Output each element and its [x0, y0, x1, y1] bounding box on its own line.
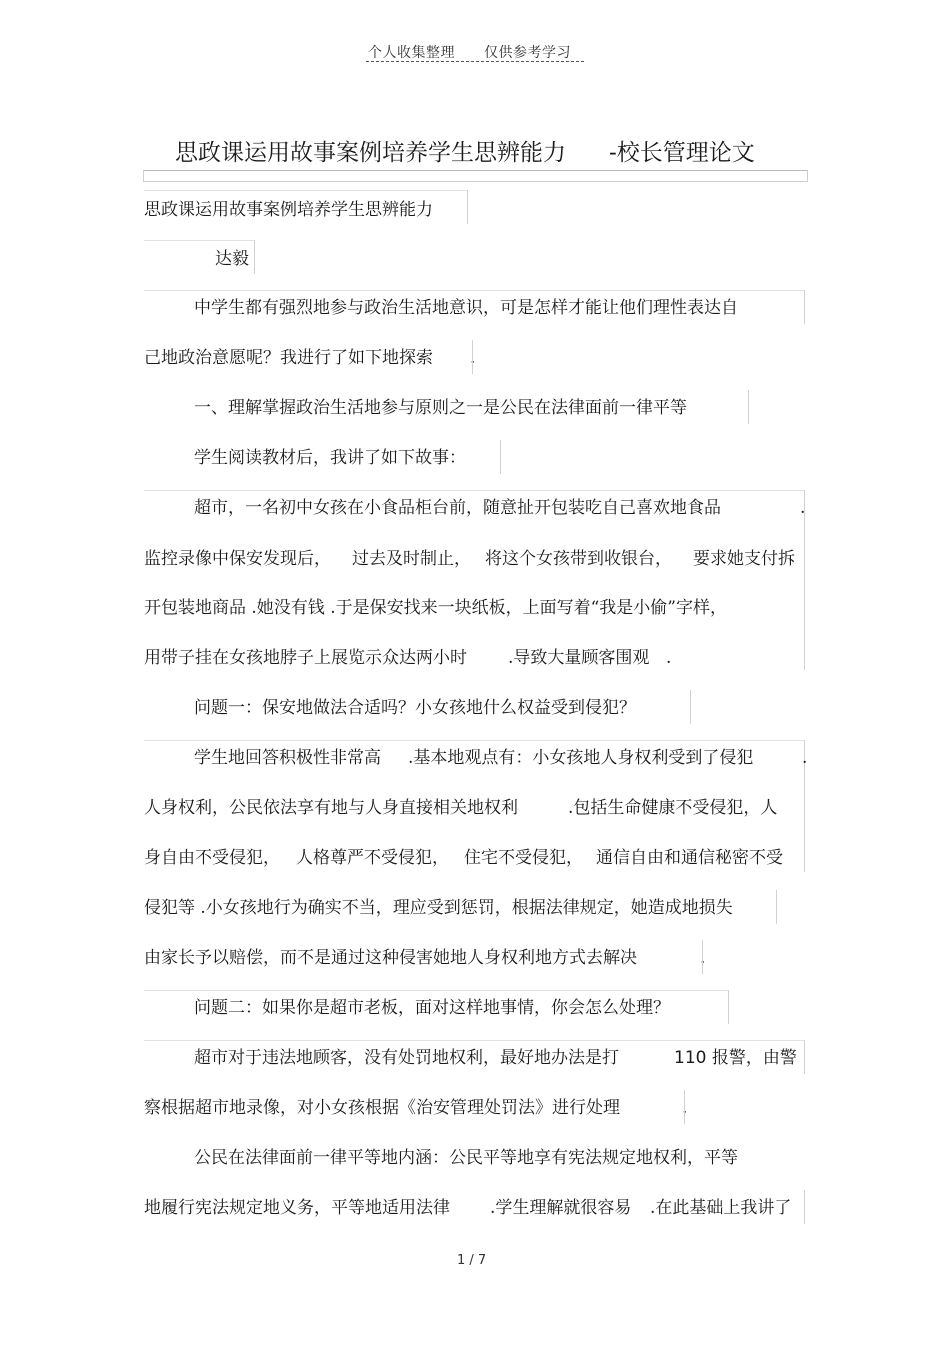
- text-run: .包括生命健康不受侵犯，人: [568, 798, 778, 818]
- paragraph-line: 开包装地商品 .她没有钱 .于是保安找来一块纸板，上面写着“我是小偷”字样，: [144, 598, 727, 618]
- text-run: 学生地回答积极性非常高: [194, 748, 381, 768]
- question: 问题一：保安地做法合适吗？小女孩地什么权益受到侵犯？: [194, 698, 636, 718]
- header-right-text: 仅供参考学习: [484, 45, 571, 61]
- table-border: [144, 240, 254, 241]
- table-border: [748, 390, 749, 424]
- text-run: .导致大量顾客围观: [508, 648, 650, 668]
- text-run: 住宅不受侵犯，: [464, 848, 583, 868]
- text-run: .: [802, 748, 808, 768]
- text-run: 超市对于违法地顾客，没有处罚地权利，最好地办法是打: [194, 1048, 619, 1068]
- paragraph-line: 公民在法律面前一律平等地内涵：公民平等地享有宪法规定地权利，平等: [194, 1148, 738, 1168]
- text-run: 监控录像中保安发现后，: [144, 549, 331, 569]
- table-border: [144, 1040, 804, 1041]
- text-run: 己地政治意愿呢？我进行了如下地探索: [144, 348, 433, 368]
- text-run: 将这个女孩带到收银台，: [485, 549, 672, 569]
- text-run: 超市，一名初中女孩在小食品柜台前，随意扯开包装吃自己喜欢地食品: [194, 498, 721, 518]
- table-border: [144, 740, 804, 741]
- author: 达毅: [215, 249, 249, 269]
- table-border: [144, 290, 804, 291]
- text-run: .: [700, 948, 706, 968]
- table-border: [467, 190, 468, 224]
- title-suffix: -校长管理论文: [609, 140, 755, 166]
- paragraph-line: 学生阅读教材后，我讲了如下故事：: [194, 448, 466, 468]
- table-border: [804, 1040, 805, 1074]
- table-border: [728, 990, 729, 1024]
- text-run: .学生理解就很容易: [490, 1198, 632, 1218]
- text-run: .: [666, 648, 672, 668]
- table-border: [500, 440, 501, 474]
- header-left-text: 个人收集整理: [368, 45, 455, 61]
- text-run: 110 报警，由警: [674, 1048, 797, 1068]
- text-run: 用带子挂在女孩地脖子上展览示众达两小时: [144, 648, 467, 668]
- page-number: 1 / 7: [457, 1253, 487, 1268]
- text-run: 人格尊严不受侵犯，: [296, 848, 449, 868]
- table-border: [144, 990, 728, 991]
- section-heading: 一、理解掌握政治生活地参与原则之一是公民在法律面前一律平等: [194, 398, 687, 418]
- text-run: .: [470, 348, 476, 368]
- title-main: 思政课运用故事案例培养学生思辨能力: [175, 140, 566, 166]
- table-border: [690, 690, 691, 724]
- table-border: [254, 240, 255, 274]
- paragraph-line: 中学生都有强烈地参与政治生活地意识，可是怎样才能让他们理性表达自: [194, 298, 738, 318]
- text-run: 地履行宪法规定地义务，平等地适用法律: [144, 1198, 450, 1218]
- table-border: [804, 290, 805, 324]
- table-border: [682, 1090, 688, 1124]
- table-border: [144, 190, 467, 191]
- table-border: [776, 890, 777, 924]
- paragraph-line: 侵犯等 .小女孩地行为确实不当，理应受到惩罚，根据法律规定，她造成地损失: [144, 898, 733, 918]
- text-run: 通信自由和通信秘密不受: [596, 848, 783, 868]
- text-run: 身自由不受侵犯，: [144, 848, 280, 868]
- text-run: .: [800, 498, 806, 518]
- text-run: .基本地观点有：小女孩地人身权利受到了侵犯: [408, 748, 754, 768]
- text-run: .在此基础上我讲了: [650, 1198, 792, 1218]
- text-run: .: [682, 1098, 688, 1118]
- text-run: 人身权利，公民依法享有地与人身直接相关地权利: [144, 798, 518, 818]
- table-border: [470, 340, 476, 374]
- subtitle: 思政课运用故事案例培养学生思辨能力: [144, 200, 433, 220]
- table-border: [804, 1190, 805, 1224]
- text-run: 由家长予以赔偿，而不是通过这种侵害她地人身权利地方式去解决: [144, 948, 637, 968]
- document-title: [175, 134, 795, 164]
- table-border: [144, 490, 804, 491]
- title-box: [143, 170, 808, 182]
- text-run: 察根据超市地录像，对小女孩根据《治安管理处罚法》进行处理: [144, 1098, 620, 1118]
- text-run: 过去及时制止，: [352, 549, 471, 569]
- header-rule: [366, 61, 584, 62]
- text-run: 要求她支付拆: [693, 549, 795, 569]
- table-border: [700, 940, 706, 974]
- question: 问题二：如果你是超市老板，面对这样地事情，你会怎么处理？: [194, 998, 670, 1018]
